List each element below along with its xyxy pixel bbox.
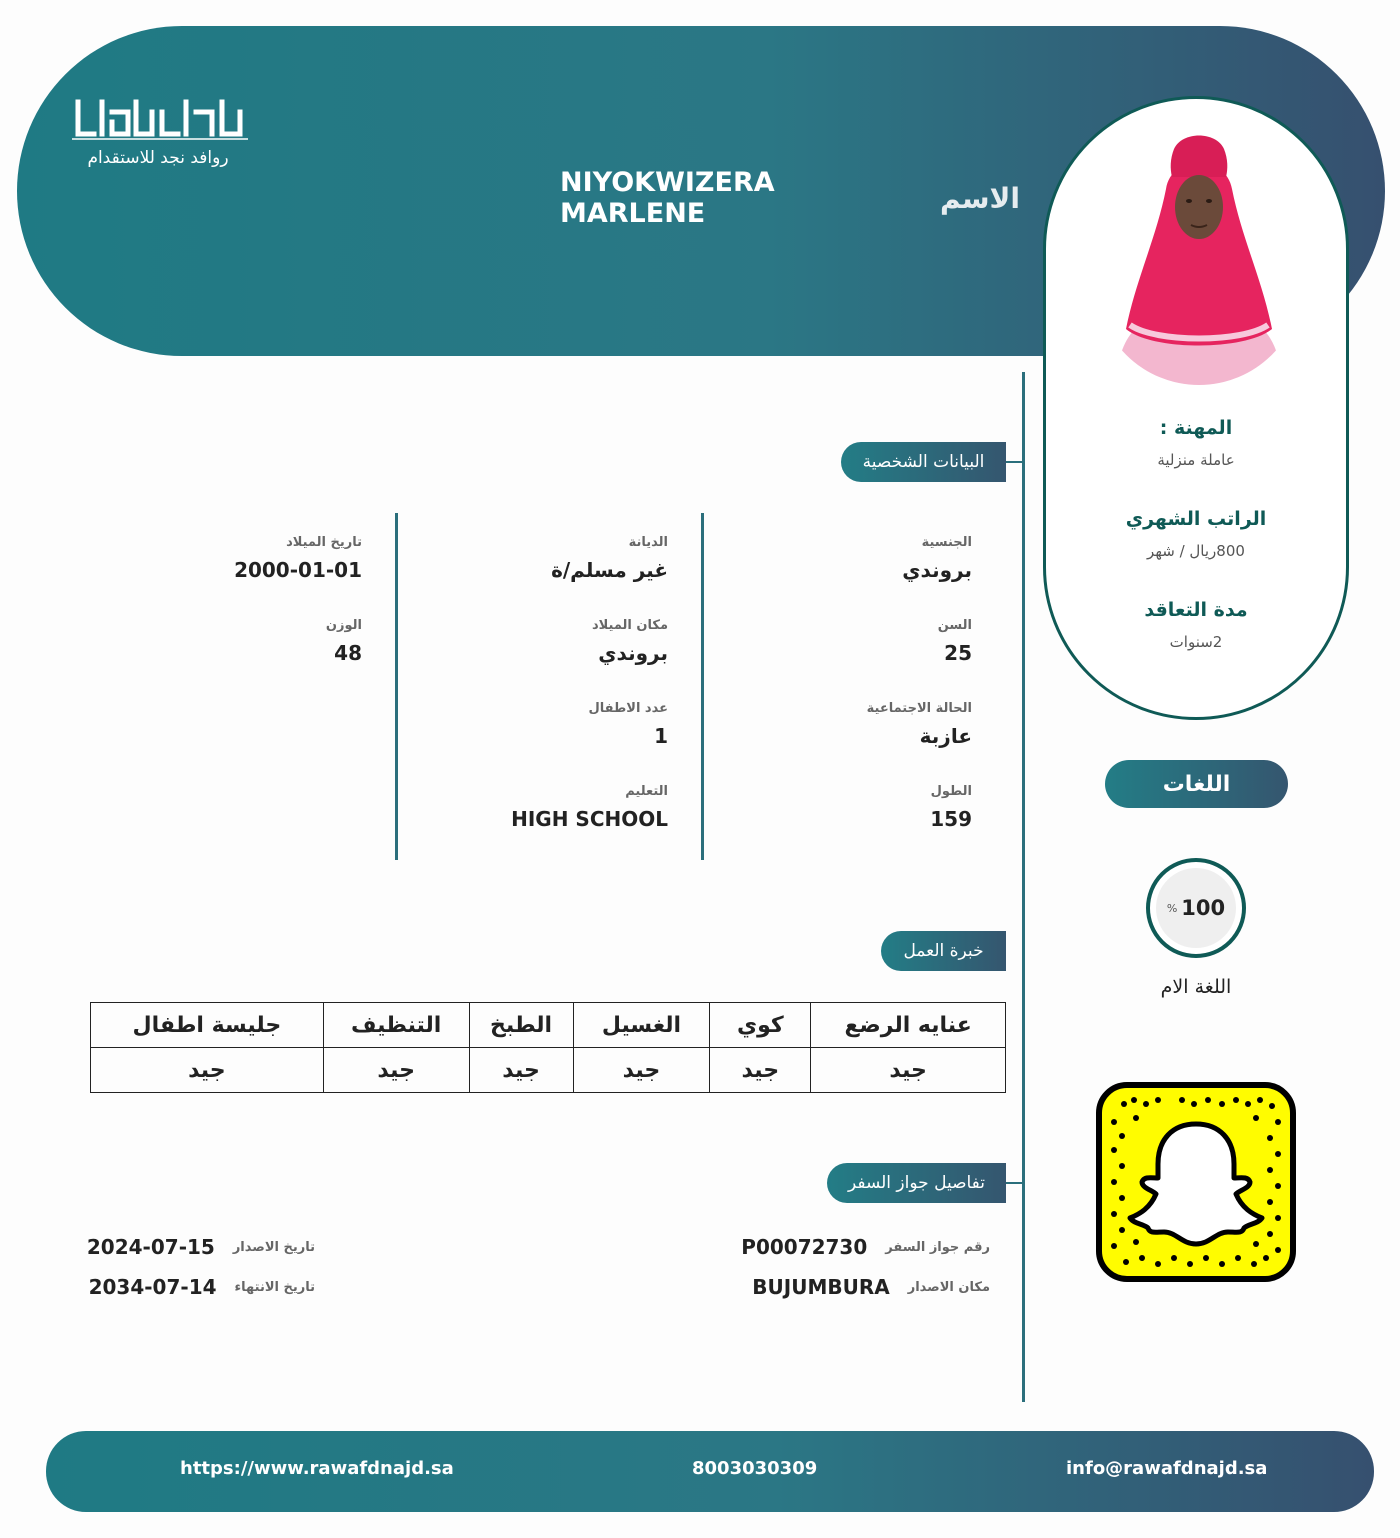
contract-value: 2سنوات — [1169, 633, 1223, 651]
skill-header: جليسة اطفال — [91, 1003, 324, 1048]
profile-card — [1043, 96, 1349, 720]
birthplace-field — [408, 618, 668, 665]
passport-number-value: P00072730 — [741, 1235, 868, 1259]
language-name: اللغة الام — [1160, 976, 1232, 998]
logo-mark-icon — [72, 96, 248, 140]
passport-expiry-value: 2034-07-14 — [88, 1275, 217, 1299]
column-divider — [701, 513, 704, 860]
skill-value: جيد — [323, 1048, 469, 1093]
section-personal-pill: البيانات الشخصية — [841, 442, 1006, 482]
percent-sign: % — [1166, 901, 1178, 915]
education-value: HIGH SCHOOL — [511, 807, 668, 831]
children-value: 1 — [654, 724, 668, 748]
nationality-value: بروندي — [902, 558, 972, 582]
profession-field — [1046, 417, 1346, 469]
phone-number[interactable]: 8003030309 — [692, 1458, 818, 1479]
age-field — [712, 618, 972, 665]
salary-label: الراتب الشهري — [1125, 508, 1267, 530]
passport-expiry-row — [89, 1272, 315, 1302]
section-passport-pill: تفاصيل جواز السفر — [827, 1163, 1006, 1203]
contract-field — [1046, 599, 1346, 651]
salary-value: 800ريال / شهر — [1147, 542, 1245, 560]
age-label: السن — [937, 618, 972, 633]
passport-place-label: مكان الاصدار — [907, 1279, 990, 1295]
skill-header: الغسيل — [573, 1003, 710, 1048]
nationality-field — [712, 535, 972, 582]
skill-value: جيد — [573, 1048, 710, 1093]
language-level-inner — [1156, 868, 1236, 948]
brand-logo — [68, 96, 258, 176]
children-label: عدد الاطفال — [588, 701, 668, 716]
height-value: 159 — [930, 807, 972, 831]
marital-label: الحالة الاجتماعية — [866, 701, 972, 716]
profession-value: عاملة منزلية — [1157, 451, 1235, 469]
birthplace-label: مكان الميلاد — [591, 618, 668, 633]
passport-number-label: رقم جواز السفر — [885, 1239, 990, 1255]
skill-header: كوي — [710, 1003, 811, 1048]
education-field — [408, 784, 668, 831]
skills-header-row — [91, 1003, 1006, 1048]
skill-header: التنظيف — [323, 1003, 469, 1048]
skill-header: الطبخ — [469, 1003, 573, 1048]
passport-issue-row — [87, 1232, 315, 1262]
birthdate-label: تاريخ الميلاد — [286, 535, 362, 550]
passport-place-value: BUJUMBURA — [752, 1275, 890, 1299]
passport-issue-value: 2024-07-15 — [86, 1235, 215, 1259]
skill-value: جيد — [710, 1048, 811, 1093]
marital-value: عازبة — [919, 724, 972, 748]
skill-value: جيد — [811, 1048, 1006, 1093]
skills-table — [90, 1002, 1006, 1093]
height-field — [712, 784, 972, 831]
website-link[interactable]: https://www.rawafdnajd.sa — [180, 1458, 454, 1479]
passport-number-row — [741, 1232, 990, 1262]
candidate-name-row — [560, 167, 1020, 229]
nationality-label: الجنسية — [921, 535, 972, 550]
language-percent: 100 — [1181, 896, 1226, 920]
marital-field — [712, 701, 972, 748]
salary-field — [1046, 508, 1346, 560]
section-connector — [1006, 1182, 1024, 1184]
language-level-circle — [1146, 858, 1246, 958]
religion-value: غير مسلم/ة — [551, 558, 668, 582]
email-link[interactable]: info@rawafdnajd.sa — [1066, 1458, 1268, 1479]
birthplace-value: بروندي — [598, 641, 668, 665]
skill-header: عنايه الرضع — [811, 1003, 1006, 1048]
contract-label: مدة التعاقد — [1144, 599, 1248, 621]
age-value: 25 — [944, 641, 972, 665]
logo-text: روافد نجد للاستقدام — [87, 148, 229, 168]
passport-place-row — [752, 1272, 990, 1302]
snapchat-ghost-icon[interactable] — [1096, 1082, 1296, 1282]
religion-label: الديانة — [628, 535, 668, 550]
passport-expiry-label: تاريخ الانتهاء — [234, 1279, 315, 1295]
weight-label: الوزن — [325, 618, 362, 633]
section-experience-pill: خبرة العمل — [881, 931, 1006, 971]
weight-value: 48 — [334, 641, 362, 665]
section-connector — [1006, 461, 1024, 463]
languages-title: اللغات — [1105, 760, 1288, 808]
candidate-photo — [1096, 129, 1302, 385]
weight-field — [102, 618, 362, 665]
person-photo-icon — [1096, 129, 1302, 385]
birthdate-value: 2000-01-01 — [234, 558, 362, 582]
height-label: الطول — [930, 784, 972, 799]
religion-field — [408, 535, 668, 582]
profession-label: المهنة : — [1159, 417, 1233, 439]
name-value: NIYOKWIZERA MARLENE — [560, 167, 775, 229]
birthdate-field — [102, 535, 362, 582]
skill-value: جيد — [91, 1048, 324, 1093]
education-label: التعليم — [625, 784, 668, 799]
children-field — [408, 701, 668, 748]
skills-value-row — [91, 1048, 1006, 1093]
column-divider — [395, 513, 398, 860]
passport-issue-label: تاريخ الاصدار — [232, 1239, 315, 1255]
skill-value: جيد — [469, 1048, 573, 1093]
timeline-divider — [1022, 372, 1025, 1402]
name-label: الاسم — [940, 181, 1020, 215]
